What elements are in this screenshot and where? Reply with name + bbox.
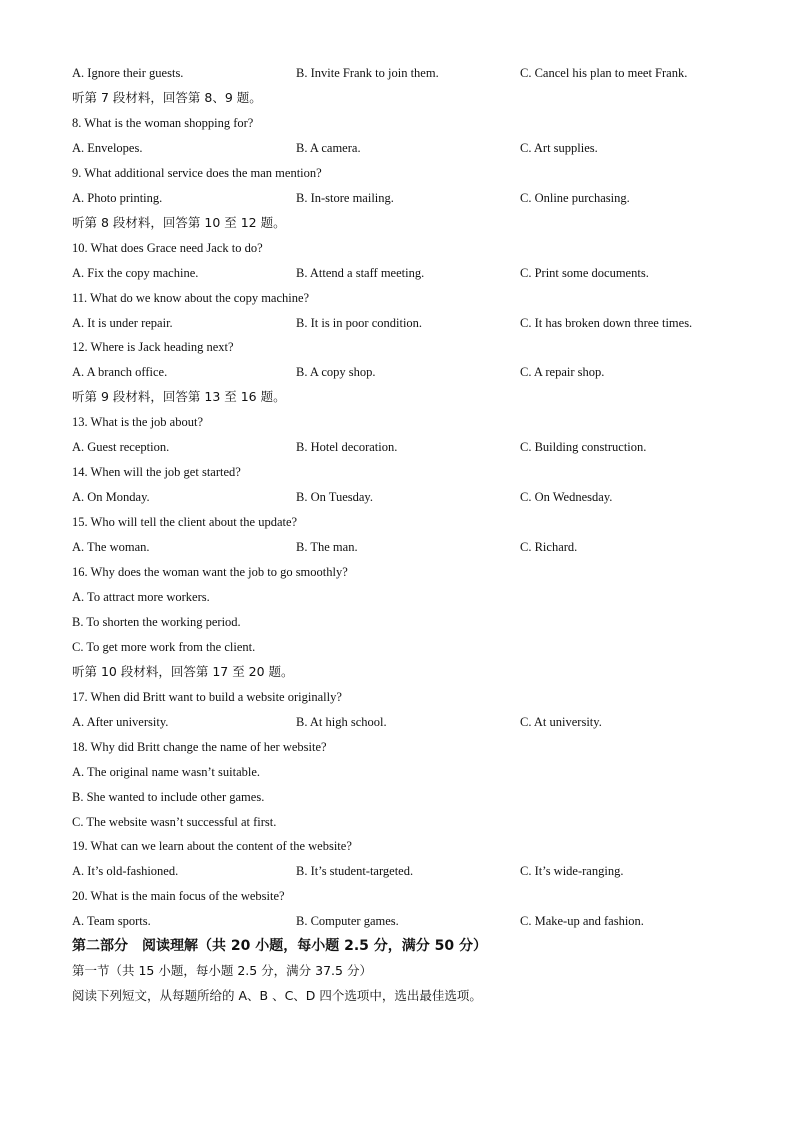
- answer-option-b: B. Attend a staff meeting.: [296, 266, 425, 280]
- answer-option-c: C. Cancel his plan to meet Frank.: [520, 66, 688, 80]
- answer-option-a: A. After university.: [72, 715, 169, 729]
- answer-option-a: A. On Monday.: [72, 490, 150, 504]
- answer-option-a: A. It is under repair.: [72, 316, 173, 330]
- answer-option-line: C. The website wasn’t successful at first.: [72, 815, 277, 829]
- answer-option-c: C. Print some documents.: [520, 266, 649, 280]
- answer-option-line: A. To attract more workers.: [72, 590, 210, 604]
- answer-option-b: B. Invite Frank to join them.: [296, 66, 439, 80]
- question-text: 13. What is the job about?: [72, 415, 203, 429]
- instruction-text: 听第 9 段材料，回答第 13 至 16 题。: [72, 389, 286, 404]
- answer-option-a: A. It’s old-fashioned.: [72, 864, 179, 878]
- answer-option-c: C. Make-up and fashion.: [520, 914, 644, 928]
- answer-option-c: C. Building construction.: [520, 440, 647, 454]
- answer-option-a: A. Fix the copy machine.: [72, 266, 199, 280]
- answer-option-c: C. Richard.: [520, 540, 578, 554]
- answer-option-b: B. On Tuesday.: [296, 490, 373, 504]
- answer-option-b: B. Computer games.: [296, 914, 399, 928]
- question-text: 20. What is the main focus of the website?: [72, 889, 285, 903]
- instruction-text: 听第 8 段材料，回答第 10 至 12 题。: [72, 215, 286, 230]
- answer-option-c: C. Online purchasing.: [520, 191, 630, 205]
- question-text: 11. What do we know about the copy machine?: [72, 291, 310, 305]
- answer-option-b: B. The man.: [296, 540, 358, 554]
- answer-option-c: C. A repair shop.: [520, 365, 605, 379]
- answer-option-b: B. It is in poor condition.: [296, 316, 423, 330]
- answer-option-c: C. On Wednesday.: [520, 490, 613, 504]
- question-text: 8. What is the woman shopping for?: [72, 116, 254, 130]
- answer-option-b: B. Hotel decoration.: [296, 440, 398, 454]
- answer-option-b: B. A copy shop.: [296, 365, 376, 379]
- answer-option-a: A. The woman.: [72, 540, 150, 554]
- answer-option-line: C. To get more work from the client.: [72, 640, 256, 654]
- answer-option-c: C. It has broken down three times.: [520, 316, 693, 330]
- instruction-text: 听第 10 段材料，回答第 17 至 20 题。: [72, 664, 294, 679]
- answer-option-b: B. In-store mailing.: [296, 191, 394, 205]
- question-text: 12. Where is Jack heading next?: [72, 340, 234, 354]
- instruction-text: 阅读下列短文，从每题所给的 A、B 、C、D 四个选项中，选出最佳选项。: [72, 988, 482, 1003]
- question-text: 17. When did Britt want to build a website originally?: [72, 690, 342, 704]
- answer-option-c: C. It’s wide-ranging.: [520, 864, 624, 878]
- question-text: 16. Why does the woman want the job to go smoothly?: [72, 565, 348, 579]
- question-text: 9. What additional service does the man mention?: [72, 166, 322, 180]
- instruction-text: 第一节（共 15 小题，每小题 2.5 分，满分 37.5 分）: [72, 963, 372, 978]
- instruction-text: 听第 7 段材料，回答第 8、9 题。: [72, 90, 262, 105]
- answer-option-a: A. Team sports.: [72, 914, 151, 928]
- answer-option-c: C. At university.: [520, 715, 602, 729]
- answer-option-b: B. It’s student-targeted.: [296, 864, 414, 878]
- question-text: 15. Who will tell the client about the update?: [72, 515, 298, 529]
- answer-option-a: A. Photo printing.: [72, 191, 163, 205]
- question-text: 18. Why did Britt change the name of her website?: [72, 740, 327, 754]
- question-text: 19. What can we learn about the content of the website?: [72, 839, 352, 853]
- answer-option-line: B. She wanted to include other games.: [72, 790, 265, 804]
- answer-option-b: B. At high school.: [296, 715, 387, 729]
- answer-option-a: A. Ignore their guests.: [72, 66, 184, 80]
- answer-option-c: C. Art supplies.: [520, 141, 598, 155]
- question-text: 10. What does Grace need Jack to do?: [72, 241, 263, 255]
- answer-option-line: B. To shorten the working period.: [72, 615, 241, 629]
- answer-option-a: A. A branch office.: [72, 365, 168, 379]
- answer-option-line: A. The original name wasn’t suitable.: [72, 765, 261, 779]
- answer-option-a: A. Envelopes.: [72, 141, 143, 155]
- question-text: 14. When will the job get started?: [72, 465, 241, 479]
- section-heading: 第二部分 阅读理解（共 20 小题，每小题 2.5 分，满分 50 分）: [72, 938, 488, 954]
- answer-option-b: B. A camera.: [296, 141, 361, 155]
- answer-option-a: A. Guest reception.: [72, 440, 170, 454]
